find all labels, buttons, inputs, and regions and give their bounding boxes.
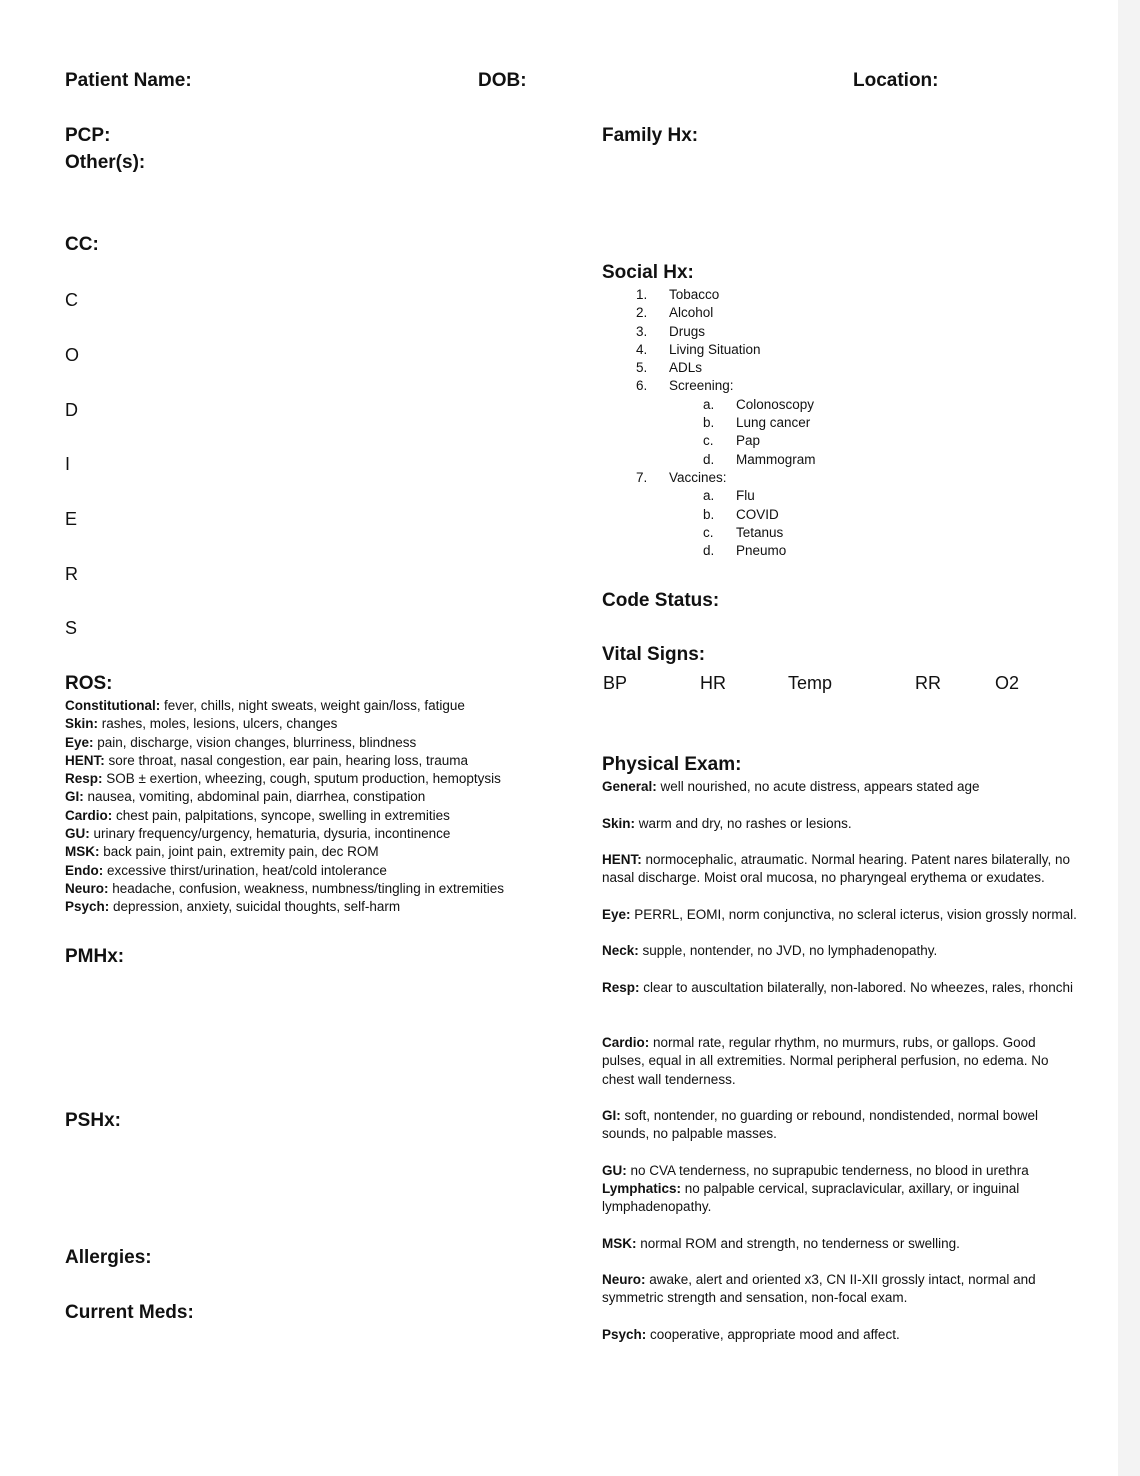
list-item: 7. Vaccines: (636, 469, 727, 485)
vital-signs-label: Vital Signs: (602, 644, 706, 665)
allergies-label: Allergies: (65, 1247, 152, 1268)
patient-name-label: Patient Name: (65, 70, 192, 91)
sub-list-item: b. Lung cancer (703, 415, 811, 431)
social-hx-list (636, 286, 936, 560)
social-hx-label: Social Hx: (602, 262, 694, 283)
pmhx-label: PMHx: (65, 946, 125, 967)
pe-psych: Psych: cooperative, appropriate mood and affect. (602, 1327, 900, 1342)
sub-list-item: a. Colonoscopy (703, 396, 815, 412)
pe-gi: GI: soft, nontender, no guarding or rebound, nondistended, normal bowel sounds, no palpable masses. (602, 1108, 1039, 1142)
codiers-o: O (65, 345, 80, 365)
list-item: 1. Tobacco (636, 287, 720, 302)
physical-exam-label: Physical Exam: (602, 754, 742, 775)
ros-item: Cardio: chest pain, palpitations, syncope, swelling in extremities (65, 807, 450, 823)
sub-list-item: a. Flu (703, 488, 755, 504)
list-item: 5. ADLs (636, 360, 703, 376)
sub-list-item: d. Mammogram (703, 451, 816, 467)
ros-item: Resp: SOB ± exertion, wheezing, cough, sputum production, hemoptysis (65, 771, 501, 787)
pe-cardio: Cardio: normal rate, regular rhythm, no murmurs, rubs, or gallops. Good pulses, equal in all extremities. Normal peripheral perfusion, no edema. No chest wall tenderness. (602, 1035, 1049, 1087)
pe-hent: HENT: normocephalic, atraumatic. Normal hearing. Patent nares bilaterally, no nasal discharge. Moist oral mucosa, no pharyngeal erythema or exudates. (602, 852, 1070, 886)
ros-item: Psych: depression, anxiety, suicidal thoughts, self-harm (65, 899, 401, 915)
list-item: 6. Screening: (636, 378, 734, 394)
pe-lymphatics: Lymphatics: no palpable cervical, supraclavicular, axillary, or inguinal lymphadenopathy. (602, 1181, 1020, 1215)
sub-list-item: b. COVID (703, 506, 779, 522)
pe-gu: GU: no CVA tenderness, no suprapubic tenderness, no blood in urethra (602, 1163, 1029, 1178)
ros-item: HENT: sore throat, nasal congestion, ear pain, hearing loss, trauma (65, 752, 468, 768)
codiers-s: S (65, 618, 78, 638)
ros-item: Endo: excessive thirst/urination, heat/cold intolerance (65, 862, 387, 878)
codiers-e: E (65, 509, 78, 529)
vital-o2: O2 (995, 673, 1020, 693)
ros-item: GI: nausea, vomiting, abdominal pain, diarrhea, constipation (65, 789, 426, 805)
pcp-label: PCP: (65, 125, 111, 146)
cc-label: CC: (65, 234, 99, 255)
pe-general: General: well nourished, no acute distress, appears stated age (602, 779, 980, 794)
others-label: Other(s): (65, 152, 146, 173)
ros-item: MSK: back pain, joint pain, extremity pain, dec ROM (65, 844, 379, 860)
code-status-label: Code Status: (602, 590, 720, 611)
pe-neck: Neck: supple, nontender, no JVD, no lymphadenopathy. (602, 943, 938, 958)
vital-hr: HR (700, 673, 726, 693)
location-label: Location: (853, 70, 939, 91)
page-edge (1118, 0, 1140, 1476)
vital-rr: RR (915, 673, 941, 693)
ros-item: Neuro: headache, confusion, weakness, numbness/tingling in extremities (65, 880, 504, 896)
pshx-label: PSHx: (65, 1110, 121, 1131)
vital-temp: Temp (788, 673, 833, 693)
ros-item: Eye: pain, discharge, vision changes, blurriness, blindness (65, 734, 417, 750)
current-meds-label: Current Meds: (65, 1302, 194, 1323)
codiers-d: D (65, 400, 78, 420)
pe-neuro: Neuro: awake, alert and oriented x3, CN II-XII grossly intact, normal and symmetric strength and sensation, non-focal exam. (602, 1272, 1036, 1306)
codiers-i: I (65, 454, 71, 474)
ros-item: Constitutional: fever, chills, night sweats, weight gain/loss, fatigue (65, 698, 465, 713)
codiers-r: R (65, 564, 78, 584)
list-item: 4. Living Situation (636, 341, 761, 357)
pe-msk: MSK: normal ROM and strength, no tenderness or swelling. (602, 1236, 960, 1251)
pe-skin: Skin: warm and dry, no rashes or lesions. (602, 816, 852, 831)
ros-title: ROS: (65, 673, 113, 694)
pe-resp: Resp: clear to auscultation bilaterally, non-labored. No wheezes, rales, rhonchi (602, 980, 1073, 995)
ros-list (65, 697, 504, 917)
codiers-c: C (65, 290, 78, 310)
pe-eye: Eye: PERRL, EOMI, norm conjunctiva, no scleral icterus, vision grossly normal. (602, 907, 1077, 922)
dob-label: DOB: (478, 70, 527, 91)
ros-item: GU: urinary frequency/urgency, hematuria, dysuria, incontinence (65, 826, 451, 842)
sub-list-item: c. Tetanus (703, 524, 784, 540)
sub-list-item: d. Pneumo (703, 543, 787, 559)
ros-item: Skin: rashes, moles, lesions, ulcers, changes (65, 716, 338, 732)
sub-list-item: c. Pap (703, 433, 761, 449)
vital-bp: BP (603, 673, 628, 693)
list-item: 3. Drugs (636, 323, 706, 339)
list-item: 2. Alcohol (636, 305, 714, 321)
family-hx-label: Family Hx: (602, 125, 699, 146)
